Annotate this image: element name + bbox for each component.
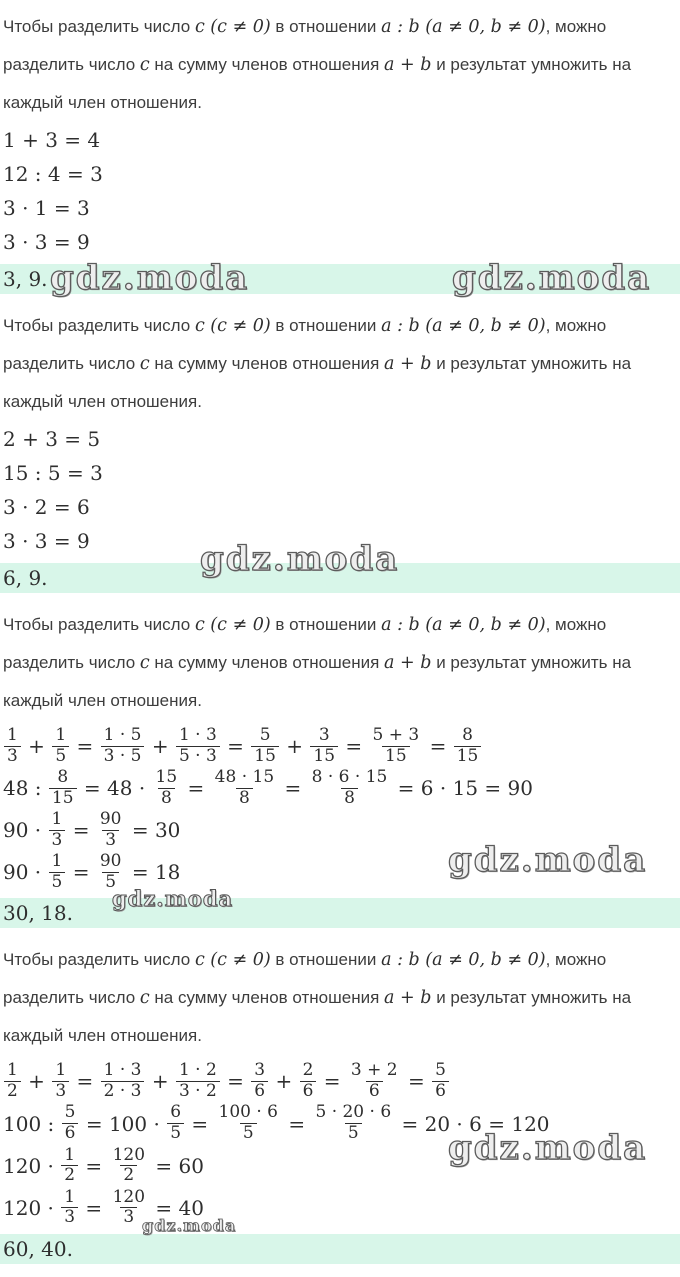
fraction: [110, 1146, 148, 1186]
intro-text: Чтобы разделить число: [3, 17, 195, 36]
solution-steps: [3, 427, 678, 553]
math-text: +: [279, 734, 310, 759]
fraction-denominator: 3: [120, 1207, 137, 1228]
intro-text: Чтобы разделить число: [3, 950, 195, 970]
fraction-denominator: 3: [4, 746, 21, 767]
math-text: =: [317, 1069, 347, 1094]
math-text: +: [21, 1069, 52, 1094]
math-text: =: [70, 734, 100, 759]
fraction: [176, 726, 220, 766]
math-inline: c: [139, 55, 150, 75]
intro-paragraph: [3, 941, 678, 1055]
fraction-denominator: 5: [167, 1123, 184, 1144]
fraction: [49, 810, 66, 850]
intro-text: , можно разделить число: [3, 17, 607, 74]
fraction-numerator: 2: [302, 1060, 314, 1081]
math-inline: c: [139, 988, 150, 1009]
fraction-numerator: 1: [7, 1060, 18, 1081]
math-text: 3 · 2 = 6: [3, 495, 90, 519]
math-text: =: [401, 1069, 432, 1094]
math-inline: a : b (a ≠ 0, b ≠ 0): [381, 17, 546, 37]
math-text: 12 : 4 = 3: [3, 162, 103, 186]
math-line: [3, 810, 678, 850]
math-text: 120 ·: [3, 1195, 61, 1220]
math-text: 90 ·: [3, 818, 48, 843]
math-line: [3, 128, 678, 152]
math-text: =: [185, 1111, 215, 1136]
math-line: [3, 768, 678, 808]
fraction-denominator: 6: [300, 1081, 317, 1102]
fraction-numerator: 120: [112, 1144, 146, 1165]
math-text: =: [281, 1111, 312, 1136]
fraction: [4, 1061, 21, 1101]
fraction-numerator: 5 · 20 · 6: [315, 1102, 392, 1123]
fraction: [432, 1061, 449, 1101]
math-line: [3, 529, 678, 553]
fraction-numerator: 100 · 6: [218, 1102, 278, 1123]
gdz-moda-watermark: gdz.moda: [142, 1215, 237, 1235]
intro-text: , можно разделить число: [3, 316, 607, 373]
fraction-denominator: 2: [4, 1081, 21, 1102]
fraction: [101, 726, 145, 766]
math-text: =: [79, 1195, 109, 1220]
answer-text: 60, 40.: [3, 1236, 73, 1261]
math-inline: c: [139, 354, 150, 374]
fraction-numerator: 48 · 15: [214, 767, 275, 788]
math-text: 100 :: [3, 1111, 61, 1136]
math-text: 3 · 1 = 3: [3, 196, 90, 220]
math-text: =: [79, 1153, 109, 1178]
fraction-denominator: 3: [61, 1207, 78, 1228]
math-text: +: [21, 734, 52, 759]
fraction: [49, 852, 66, 892]
fraction-denominator: 8: [341, 788, 358, 809]
math-line: [3, 852, 678, 892]
math-line: [3, 196, 678, 220]
intro-text: Чтобы разделить число: [3, 316, 195, 335]
fraction: [348, 1061, 401, 1101]
math-inline: a + b: [384, 354, 432, 374]
fraction-numerator: 8: [462, 725, 473, 745]
math-inline: c (c ≠ 0): [194, 316, 271, 336]
intro-text: на сумму членов отношения: [149, 653, 385, 672]
fraction-denominator: 3 · 5: [101, 746, 145, 767]
fraction-numerator: 90: [99, 851, 122, 872]
intro-paragraph: [3, 606, 678, 720]
fraction-numerator: 1: [55, 725, 67, 745]
fraction: [153, 768, 181, 808]
math-text: = 6 · 15 = 90: [391, 776, 533, 801]
intro-text: в отношении: [270, 17, 382, 36]
math-inline: c (c ≠ 0): [194, 17, 271, 37]
fraction: [212, 768, 277, 808]
fraction-numerator: 3: [318, 725, 330, 745]
intro-text: на сумму членов отношения: [149, 55, 385, 74]
fraction: [62, 1103, 79, 1143]
fraction-numerator: 5 + 3: [372, 725, 420, 745]
fraction-denominator: 6: [62, 1123, 79, 1144]
fraction: [97, 852, 125, 892]
math-text: = 60: [149, 1153, 204, 1178]
math-text: 15 : 5 = 3: [3, 461, 103, 485]
fraction: [370, 726, 423, 766]
intro-text: и результат умножить на каждый член отношения.: [3, 988, 632, 1046]
intro-text: в отношении: [270, 950, 382, 970]
fraction-denominator: 15: [251, 746, 279, 767]
fraction-denominator: 3: [102, 830, 119, 851]
math-text: =: [220, 734, 251, 759]
fraction-numerator: 15: [155, 767, 178, 788]
fraction: [61, 1146, 78, 1186]
answer-text: 30, 18.: [3, 901, 73, 926]
fraction-numerator: 1: [64, 1144, 76, 1165]
solution-steps: [3, 128, 678, 254]
solution-steps: [3, 1061, 678, 1227]
math-text: +: [145, 1069, 175, 1094]
intro-text: Чтобы разделить число: [3, 615, 195, 634]
fraction-denominator: 5: [49, 872, 66, 893]
fraction-numerator: 3: [254, 1060, 266, 1081]
math-line: [3, 230, 678, 254]
fraction-numerator: 1: [64, 1186, 76, 1207]
fraction-denominator: 8: [236, 788, 253, 809]
math-text: 2 + 3 = 5: [3, 427, 101, 451]
fraction: [4, 726, 21, 766]
fraction: [52, 726, 69, 766]
intro-text: и результат умножить на каждый член отношения.: [3, 55, 632, 112]
intro-text: , можно разделить число: [3, 615, 607, 672]
fraction: [52, 1061, 69, 1101]
fraction-denominator: 5: [52, 746, 69, 767]
math-text: =: [278, 776, 308, 801]
fraction-denominator: 3: [49, 830, 66, 851]
fraction: [101, 1061, 145, 1101]
math-text: =: [339, 734, 369, 759]
math-line: [3, 162, 678, 186]
fraction-numerator: 6: [170, 1102, 182, 1123]
fraction-denominator: 15: [310, 746, 338, 767]
fraction-numerator: 90: [99, 809, 122, 830]
intro-paragraph: [3, 8, 678, 122]
answer-text: 6, 9.: [3, 566, 48, 590]
fraction: [312, 1103, 394, 1143]
fraction: [251, 726, 279, 766]
fraction-denominator: 2: [120, 1165, 137, 1186]
fraction-numerator: 1 · 3: [103, 1060, 142, 1081]
fraction-denominator: 5 · 3: [176, 746, 220, 767]
fraction-numerator: 5: [259, 725, 271, 745]
math-text: 48 :: [3, 776, 48, 801]
fraction: [49, 768, 77, 808]
fraction-denominator: 5: [102, 872, 119, 893]
math-text: = 40: [149, 1195, 204, 1220]
math-text: 120 ·: [3, 1153, 61, 1178]
fraction-denominator: 2 · 3: [101, 1081, 145, 1102]
fraction-numerator: 8: [57, 767, 69, 788]
gdz-moda-watermark: gdz.moda: [50, 258, 250, 298]
math-text: = 20 · 6 = 120: [395, 1111, 550, 1136]
fraction: [61, 1188, 78, 1228]
answer-bar: [0, 258, 680, 298]
intro-text: и результат умножить на каждый член отношения.: [3, 354, 632, 411]
fraction-denominator: 6: [432, 1081, 449, 1102]
fraction: [167, 1103, 184, 1143]
fraction-denominator: 15: [49, 788, 77, 809]
math-line: [3, 1103, 678, 1143]
fraction-numerator: 5: [64, 1102, 76, 1123]
intro-text: на сумму членов отношения: [149, 988, 385, 1008]
fraction-numerator: 3 + 2: [350, 1060, 398, 1081]
fraction: [216, 1103, 281, 1143]
fraction-denominator: 15: [382, 746, 410, 767]
fraction-numerator: 1 · 3: [178, 725, 217, 745]
fraction: [310, 726, 338, 766]
gdz-moda-watermark: gdz.moda: [448, 1127, 648, 1168]
fraction-numerator: 1: [7, 725, 18, 745]
math-line: [3, 1146, 678, 1186]
fraction-numerator: 120: [112, 1186, 146, 1207]
fraction-denominator: 15: [454, 746, 482, 767]
fraction: [110, 1188, 148, 1228]
fraction-numerator: 1: [55, 1060, 67, 1081]
fraction-denominator: 3 · 2: [176, 1081, 220, 1102]
problem-solution-section: [3, 307, 678, 593]
math-inline: a : b (a ≠ 0, b ≠ 0): [381, 316, 546, 336]
math-text: +: [269, 1069, 299, 1094]
fraction: [251, 1061, 268, 1101]
math-line: [3, 726, 678, 766]
math-inline: a : b (a ≠ 0, b ≠ 0): [381, 950, 546, 971]
math-text: +: [145, 734, 175, 759]
problem-solution-section: [3, 941, 678, 1263]
fraction: [309, 768, 391, 808]
math-text: =: [66, 818, 96, 843]
math-text: =: [66, 860, 96, 885]
fraction: [97, 810, 125, 850]
fraction-denominator: 5: [240, 1123, 257, 1144]
math-inline: c (c ≠ 0): [194, 950, 271, 971]
math-text: 3 · 3 = 9: [3, 529, 90, 553]
answer-text: 3, 9.: [3, 267, 48, 291]
math-text: =: [181, 776, 211, 801]
math-text: = 48 ·: [77, 776, 152, 801]
math-text: =: [70, 1069, 100, 1094]
math-inline: c (c ≠ 0): [194, 615, 271, 635]
math-line: [3, 1061, 678, 1101]
math-text: = 30: [125, 818, 181, 843]
math-text: 90 ·: [3, 860, 48, 885]
math-text: 3 · 3 = 9: [3, 230, 90, 254]
fraction: [454, 726, 482, 766]
problem-solution-section: [3, 606, 678, 928]
gdz-moda-watermark: gdz.moda: [112, 886, 234, 912]
fraction: [176, 1061, 220, 1101]
math-inline: a + b: [384, 653, 432, 673]
fraction-denominator: 5: [345, 1123, 362, 1144]
math-text: =: [423, 734, 453, 759]
intro-text: и результат умножить на каждый член отношения.: [3, 653, 632, 710]
fraction-denominator: 8: [158, 788, 175, 809]
intro-text: на сумму членов отношения: [149, 354, 385, 373]
solution-steps: [3, 726, 678, 892]
math-line: [3, 495, 678, 519]
fraction: [300, 1061, 317, 1101]
gdz-moda-watermark: gdz.moda: [200, 539, 400, 579]
fraction-numerator: 1 · 5: [103, 725, 142, 745]
fraction-denominator: 6: [251, 1081, 268, 1102]
math-line: [3, 461, 678, 485]
fraction-denominator: 6: [366, 1081, 383, 1102]
intro-text: в отношении: [270, 316, 382, 335]
math-inline: a + b: [384, 55, 432, 75]
math-inline: a + b: [384, 988, 432, 1009]
math-text: =: [220, 1069, 251, 1094]
problem-solution-section: [3, 8, 678, 298]
math-inline: a : b (a ≠ 0, b ≠ 0): [381, 615, 546, 635]
fraction-denominator: 3: [52, 1081, 69, 1102]
gdz-moda-watermark: gdz.moda: [448, 840, 648, 881]
fraction-numerator: 5: [435, 1060, 446, 1081]
fraction-numerator: 8 · 6 · 15: [311, 767, 388, 788]
math-inline: c: [139, 653, 150, 673]
fraction-numerator: 1: [51, 851, 63, 872]
gdz-moda-watermark: gdz.moda: [452, 258, 652, 298]
math-text: 1 + 3 = 4: [3, 128, 101, 152]
intro-paragraph: [3, 307, 678, 421]
math-line: [3, 1188, 678, 1228]
intro-text: в отношении: [270, 615, 382, 634]
fraction-numerator: 1 · 2: [178, 1060, 217, 1081]
intro-text: , можно разделить число: [3, 950, 607, 1008]
fraction-denominator: 2: [61, 1165, 78, 1186]
fraction-numerator: 1: [51, 809, 63, 830]
math-line: [3, 427, 678, 451]
math-text: = 18: [125, 860, 181, 885]
math-text: = 100 ·: [79, 1111, 167, 1136]
